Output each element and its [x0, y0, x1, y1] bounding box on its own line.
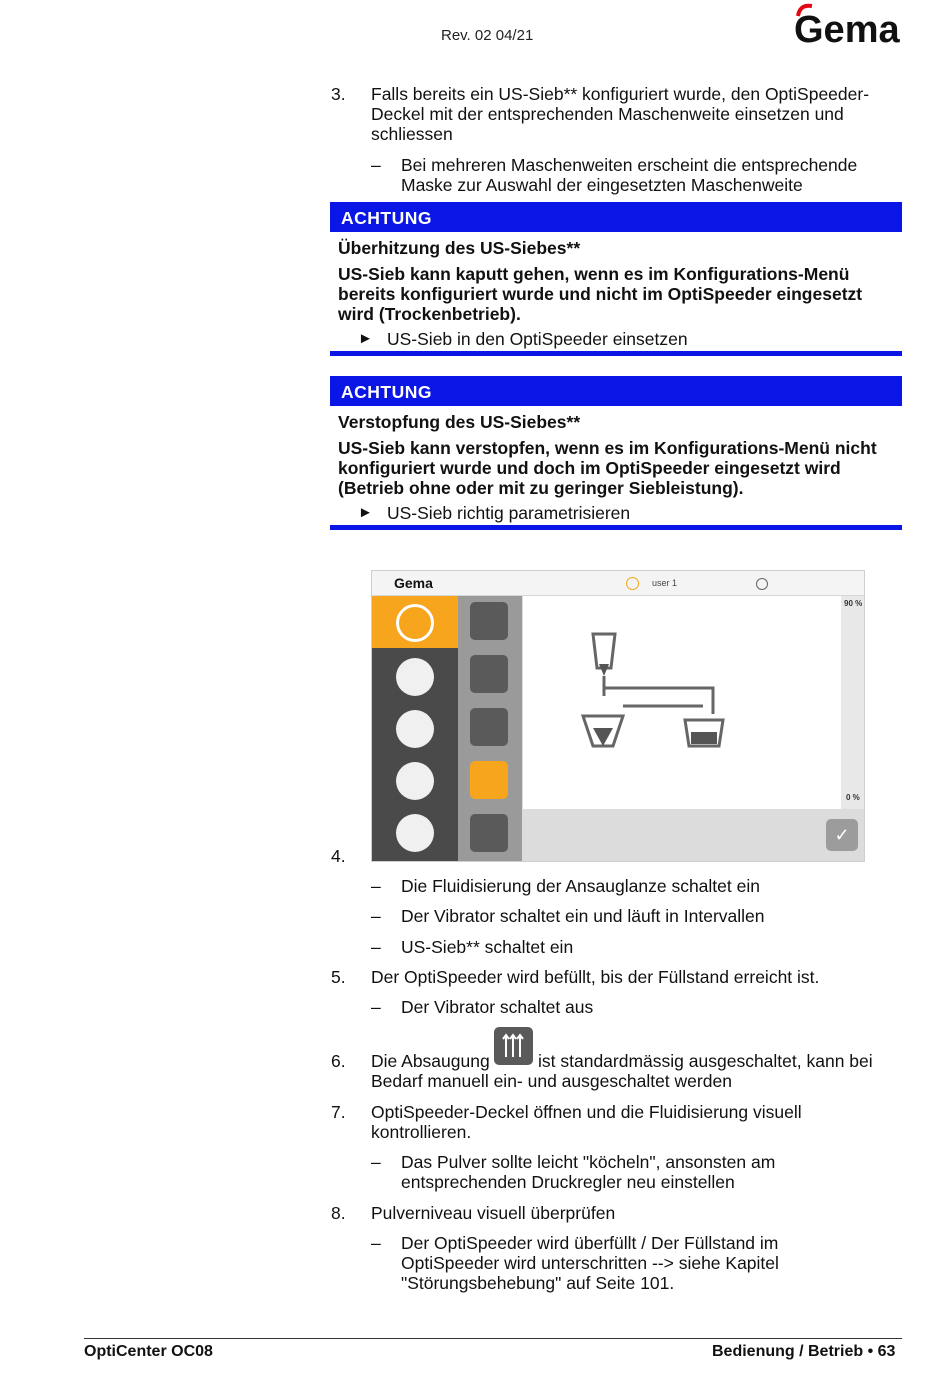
- warning-body: US-Sieb kann verstopfen, wenn es im Konfigurations-Menü nicht konfiguriert wurde und doch im OptiSpeeder eingesetzt wird (Betrieb ohne oder mit zu geringer Siebleistung).: [338, 438, 877, 498]
- footer-product: OptiCenter OC08: [84, 1343, 213, 1360]
- sub-step-text: Die Fluidisierung der Ansauglanze schaltet ein: [401, 876, 760, 896]
- footer-divider: [84, 1338, 902, 1339]
- confirm-button[interactable]: ✓: [826, 819, 858, 851]
- arrow-bullet: ►: [358, 330, 373, 347]
- step-text: Pulverniveau visuell überprüfen: [371, 1203, 616, 1223]
- sub-step-text: Der Vibrator schaltet ein und läuft in Intervallen: [401, 906, 765, 926]
- step-number: 5.: [331, 967, 346, 987]
- dash-bullet: –: [371, 997, 381, 1017]
- step-text: Der OptiSpeeder wird befüllt, bis der Füllstand erreicht ist.: [371, 967, 820, 987]
- warning-label: ACHTUNG: [341, 382, 432, 402]
- warning-banner: [330, 376, 902, 406]
- process-diagram: [523, 596, 841, 809]
- user-name: user 1: [652, 578, 678, 588]
- step-number: 3.: [331, 84, 346, 104]
- dash-bullet: –: [371, 937, 381, 957]
- footer-page: Bedienung / Betrieb • 63: [712, 1343, 896, 1360]
- step-text: Falls bereits ein US-Sieb** konfiguriert wurde, den OptiSpeeder-Deckel mit der entsprechenden Maschenweite einsetzen und schliessen: [371, 84, 870, 144]
- warning-label: ACHTUNG: [341, 208, 432, 228]
- hose-icon[interactable]: [470, 708, 508, 746]
- suction-icon: [494, 1027, 533, 1065]
- revision-label: Rev. 02 04/21: [441, 27, 534, 44]
- gema-logo: [790, 2, 905, 50]
- step-number: 8.: [331, 1203, 346, 1223]
- level-max: 90 %: [844, 599, 863, 608]
- clock-icon: [756, 578, 768, 590]
- level-gauge: [841, 596, 864, 809]
- dash-bullet: –: [371, 1233, 381, 1253]
- screen-header: [372, 571, 864, 596]
- step-number: 4.: [331, 846, 346, 866]
- sub-step-text: US-Sieb** schaltet ein: [401, 937, 574, 957]
- brush-icon[interactable]: [396, 710, 434, 748]
- flow-diagram: [523, 596, 841, 809]
- step-number: 6.: [331, 1051, 346, 1071]
- dash-bullet: –: [371, 155, 381, 175]
- warning-banner: [330, 202, 902, 232]
- step-number: 7.: [331, 1102, 346, 1122]
- dash-bullet: –: [371, 906, 381, 926]
- power-icon[interactable]: [396, 814, 434, 852]
- curved-arrow-icon[interactable]: [396, 658, 434, 696]
- warning-action: US-Sieb richtig parametrisieren: [387, 503, 631, 523]
- user-icon: [626, 577, 639, 590]
- menu-icon[interactable]: [396, 762, 434, 800]
- warning-heading: Überhitzung des US-Siebes**: [338, 238, 581, 258]
- step-text: Bedarf manuell ein- und ausgeschaltet werden: [371, 1071, 732, 1091]
- sub-step-text: Bei mehreren Maschenweiten erscheint die entsprechende Maske zur Auswahl der eingesetzten Maschenweite: [401, 155, 858, 195]
- arrow-bullet: ►: [358, 504, 373, 521]
- screen-logo: Gema: [394, 575, 433, 591]
- gun-icon[interactable]: [470, 814, 508, 852]
- sieve-icon[interactable]: [470, 602, 508, 640]
- step-text: Die Absaugung: [371, 1051, 490, 1071]
- sub-step-text: Der Vibrator schaltet aus: [401, 997, 594, 1017]
- sub-step-text: Der OptiSpeeder wird überfüllt / Der Füllstand im OptiSpeeder wird unterschritten --> siehe Kapitel "Störungsbehebung" auf Seite 101.: [401, 1233, 779, 1293]
- warning-action: US-Sieb in den OptiSpeeder einsetzen: [387, 329, 688, 349]
- dash-bullet: –: [371, 876, 381, 896]
- warning-heading: Verstopfung des US-Siebes**: [338, 412, 581, 432]
- warning-body: US-Sieb kann kaputt gehen, wenn es im Konfigurations-Menü bereits konfiguriert wurde und nicht im OptiSpeeder eingesetzt wird (Trockenbetrieb).: [338, 264, 863, 324]
- level-min: 0 %: [846, 793, 860, 802]
- vibrator-icon[interactable]: [470, 761, 508, 799]
- warning-divider: [330, 525, 902, 530]
- dash-bullet: –: [371, 1152, 381, 1172]
- suction-icon[interactable]: [470, 655, 508, 693]
- sub-step-text: Das Pulver sollte leicht "köcheln", ansonsten am entsprechenden Druckregler neu einstellen: [401, 1152, 776, 1192]
- opticenter-screenshot: [371, 570, 865, 862]
- step-text: ist standardmässig ausgeschaltet, kann bei: [538, 1051, 873, 1071]
- cycle-icon[interactable]: [396, 604, 434, 642]
- svg-text:Gema: Gema: [794, 9, 900, 50]
- step-text: OptiSpeeder-Deckel öffnen und die Fluidisierung visuell kontrollieren.: [371, 1102, 802, 1142]
- warning-divider: [330, 351, 902, 356]
